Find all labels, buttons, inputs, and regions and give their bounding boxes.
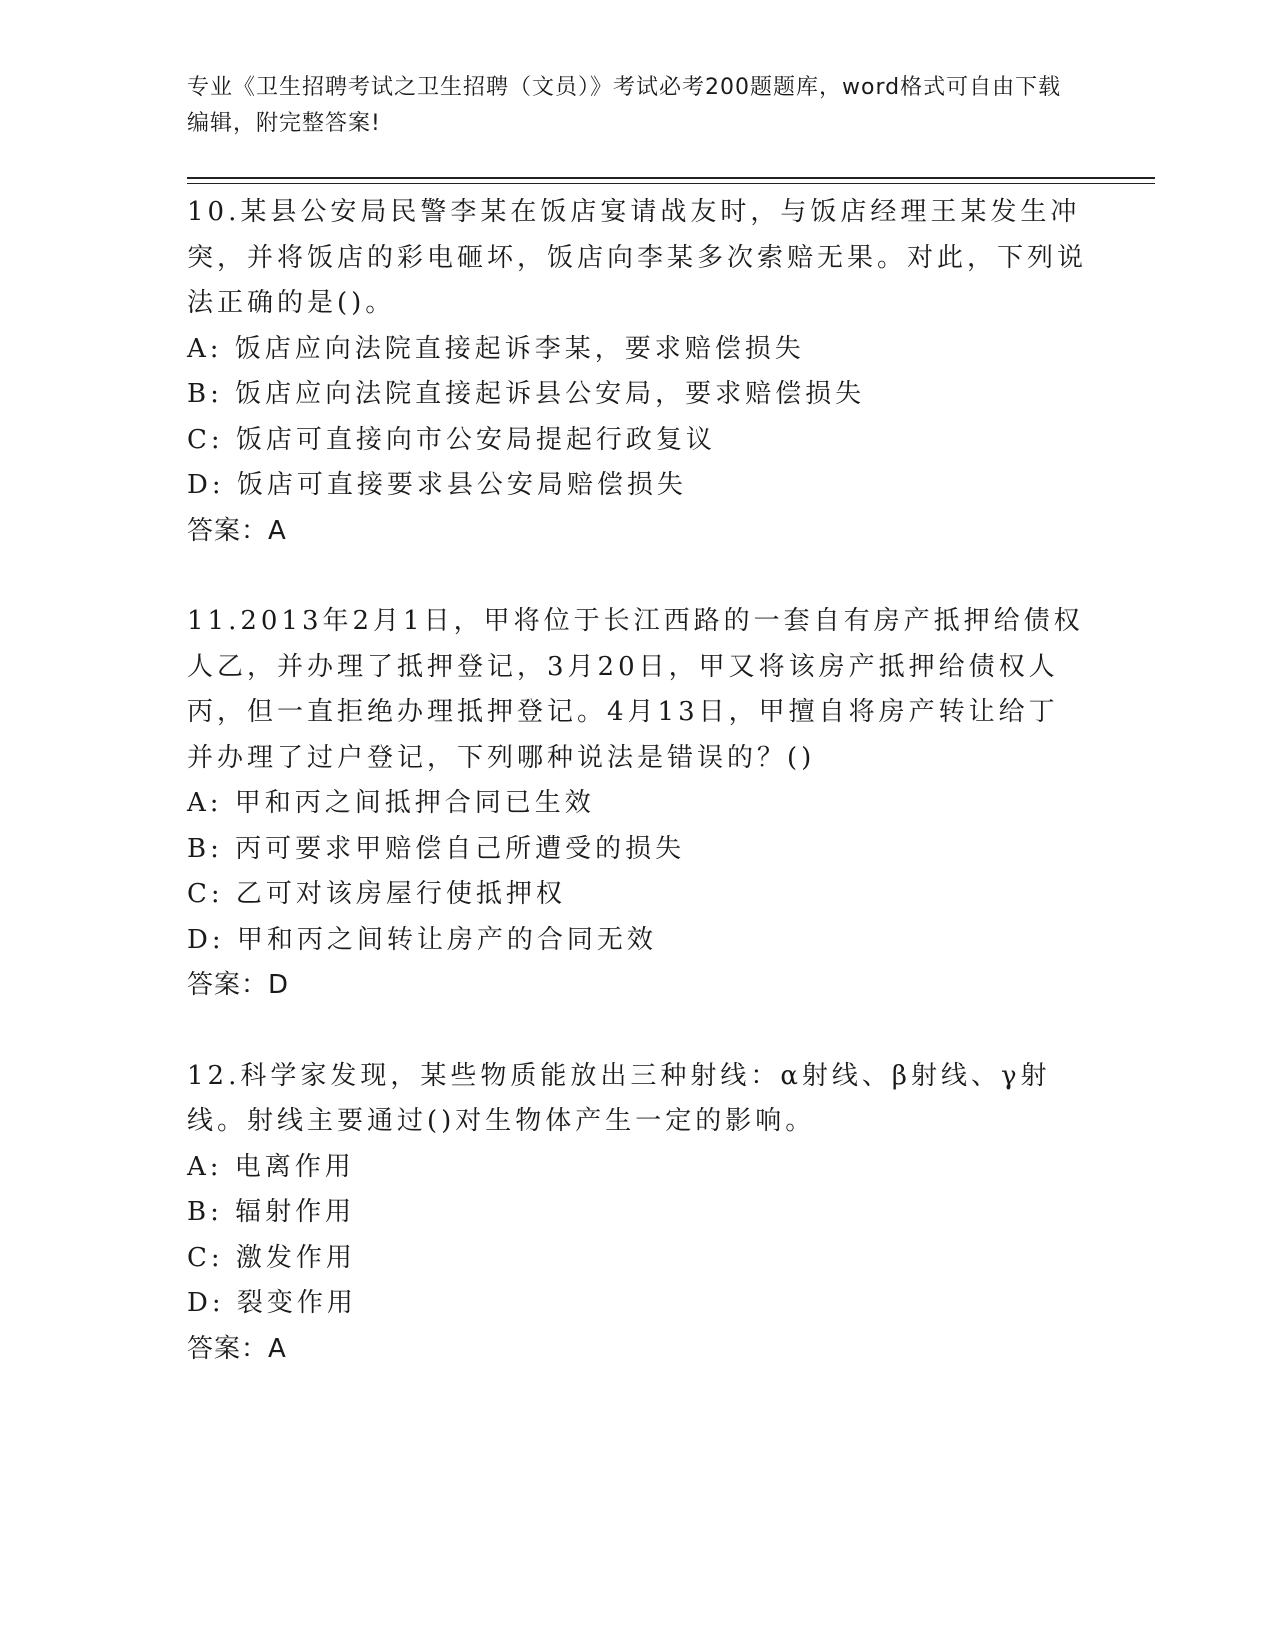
question-10: [187, 190, 1087, 554]
question-12: [187, 1054, 1087, 1373]
question-text: 12.科学家发现，某些物质能放出三种射线：α射线、β射线、γ射线。射线主要通过()对生物体产生一定的影响。: [187, 1060, 1051, 1136]
option-c: C: 饭店可直接向市公安局提起行政复议: [187, 424, 716, 455]
option-a: A: 饭店应向法院直接起诉李某，要求赔偿损失: [187, 333, 805, 364]
header-rule-thin: [187, 183, 1155, 184]
question-list: [187, 190, 1087, 1417]
option-c: C: 乙可对该房屋行使抵押权: [187, 879, 566, 909]
option-b: B: 辐射作用: [187, 1197, 356, 1227]
question-text: 11.2013年2月1日，甲将位于长江西路的一套自有房产抵押给债权人乙，并办理了抵押登记，3月20日，甲又将该房产抵押给债权人丙，但一直拒绝办理抵押登记。4月13日，甲擅自将房产转让给丁并办理了过户登记，下列哪种说法是错误的？(): [187, 606, 1084, 773]
option-b: B: 丙可要求甲赔偿自己所遭受的损失: [187, 833, 686, 864]
option-a: A: 电离作用: [187, 1151, 355, 1182]
option-d: D: 饭店可直接要求县公安局赔偿损失: [187, 470, 687, 500]
question-11: [187, 599, 1087, 1009]
option-d: D: 裂变作用: [187, 1288, 357, 1318]
question-text: 10.某县公安局民警李某在饭店宴请战友时，与饭店经理王某发生冲突，并将饭店的彩电砸坏，饭店向李某多次索赔无果。对此，下列说法正确的是()。: [187, 197, 1088, 318]
document-header: 专业《卫生招聘考试之卫生招聘（文员）》考试必考200题题库，word格式可自由下载编辑，附完整答案!: [187, 75, 1062, 136]
answer: 答案：D: [187, 970, 290, 1000]
option-d: D: 甲和丙之间转让房产的合同无效: [187, 924, 657, 955]
option-b: B: 饭店应向法院直接起诉县公安局，要求赔偿损失: [187, 379, 866, 409]
answer: 答案：A: [187, 1333, 287, 1364]
option-c: C: 激发作用: [187, 1242, 356, 1273]
answer: 答案：A: [187, 515, 287, 546]
header-rule-thick: [187, 177, 1155, 179]
option-a: A: 甲和丙之间抵押合同已生效: [187, 788, 595, 818]
